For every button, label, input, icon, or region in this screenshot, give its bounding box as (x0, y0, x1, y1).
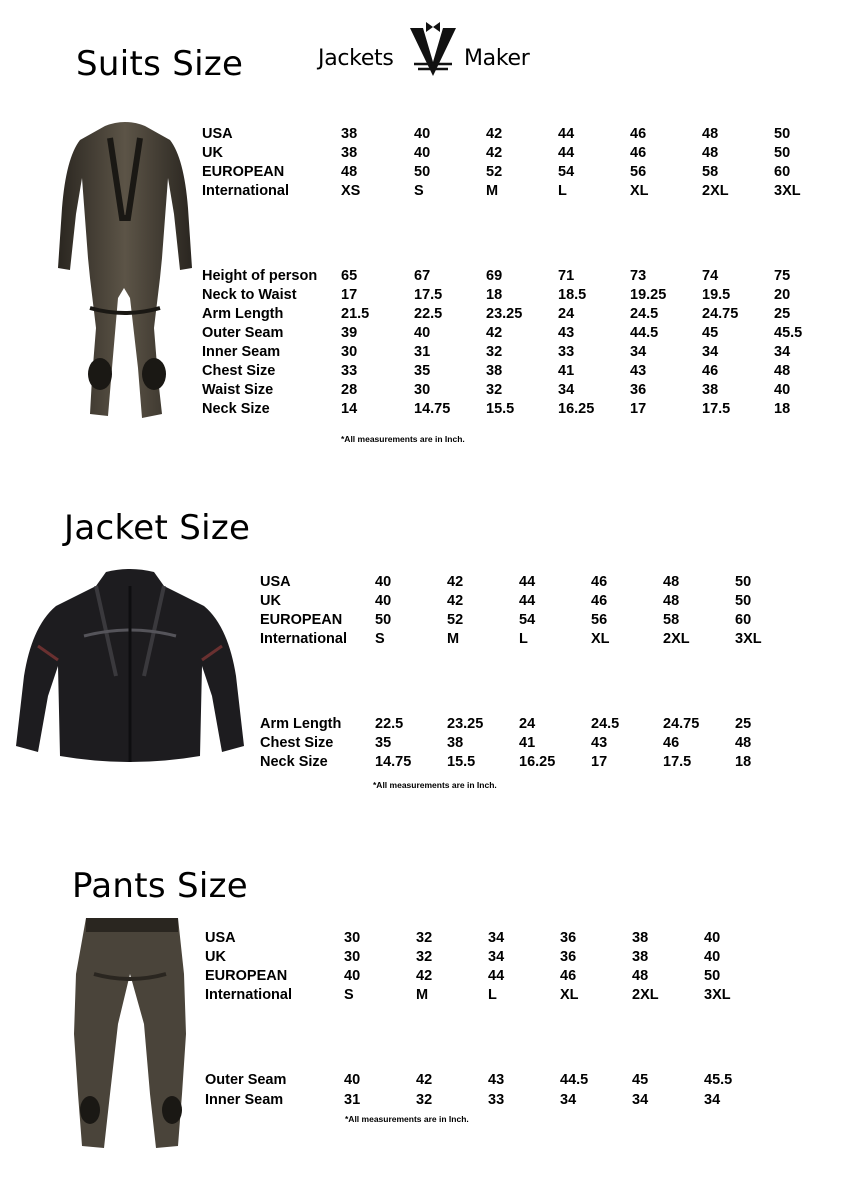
row-label: UK (202, 145, 223, 161)
cell: 2XL (663, 631, 690, 647)
cell: 60 (735, 612, 752, 628)
cell: 58 (663, 612, 680, 628)
cell: 44 (488, 968, 505, 984)
row-label: Waist Size (202, 382, 274, 398)
cell: 46 (591, 593, 608, 609)
cell: 14.75 (375, 754, 412, 770)
pants-size-table (205, 930, 765, 1120)
cell: 36 (630, 382, 647, 398)
cell: 48 (663, 574, 680, 590)
cell: 54 (519, 612, 536, 628)
tuxedo-logo-icon (396, 20, 470, 82)
cell: 56 (630, 164, 647, 180)
cell: 32 (416, 1092, 433, 1108)
cell: 48 (774, 363, 791, 379)
cell: 43 (630, 363, 647, 379)
jacket-title: Jacket Size (64, 508, 251, 548)
row-label: Outer Seam (202, 325, 284, 341)
cell: 17 (630, 401, 647, 417)
cell: 18 (735, 754, 752, 770)
cell: 31 (414, 344, 431, 360)
row-label: EUROPEAN (202, 164, 285, 180)
cell: 33 (341, 363, 358, 379)
cell: 41 (519, 735, 536, 751)
cell: 32 (416, 930, 433, 946)
row-label: USA (260, 574, 291, 590)
cell: M (416, 987, 429, 1003)
row-label: International (260, 631, 348, 647)
cell: 39 (341, 325, 358, 341)
cell: 50 (375, 612, 392, 628)
cell: 35 (414, 363, 431, 379)
cell: 28 (341, 382, 358, 398)
cell: 36 (560, 930, 577, 946)
cell: 34 (774, 344, 791, 360)
cell: 17 (341, 287, 358, 303)
cell: 14 (341, 401, 358, 417)
cell: 40 (375, 574, 392, 590)
cell: M (486, 183, 499, 199)
row-label: Arm Length (260, 716, 342, 732)
cell: 46 (702, 363, 719, 379)
cell: 34 (632, 1092, 649, 1108)
cell: 15.5 (447, 754, 476, 770)
cell: 48 (735, 735, 752, 751)
cell: 24.5 (630, 306, 659, 322)
cell: 46 (591, 574, 608, 590)
cell: 18 (486, 287, 503, 303)
cell: L (519, 631, 528, 647)
cell: 17.5 (414, 287, 443, 303)
cell: 14.75 (414, 401, 451, 417)
cell: 24 (558, 306, 575, 322)
cell: 38 (447, 735, 464, 751)
cell: 36 (560, 949, 577, 965)
cell: 18.5 (558, 287, 587, 303)
cell: 38 (341, 145, 358, 161)
cell: L (558, 183, 567, 199)
cell: 3XL (704, 987, 731, 1003)
jacket-size-table (260, 574, 830, 774)
suits-title: Suits Size (76, 44, 244, 84)
suits-size-table (202, 126, 842, 426)
cell: 46 (560, 968, 577, 984)
cell: 46 (630, 145, 647, 161)
cell: 75 (774, 268, 791, 284)
row-label: Height of person (202, 268, 318, 284)
cell: 40 (414, 126, 431, 142)
cell: 22.5 (375, 716, 404, 732)
cell: 40 (774, 382, 791, 398)
cell: 38 (702, 382, 719, 398)
brand-logo (316, 20, 546, 82)
cell: S (414, 183, 424, 199)
row-label: Neck to Waist (202, 287, 297, 303)
jacket-image (14, 566, 246, 772)
cell: 44 (558, 145, 575, 161)
cell: 31 (344, 1092, 361, 1108)
cell: 43 (591, 735, 608, 751)
cell: 22.5 (414, 306, 443, 322)
cell: 23.25 (486, 306, 523, 322)
cell: 44 (519, 593, 536, 609)
cell: 44.5 (630, 325, 659, 341)
cell: 42 (486, 325, 503, 341)
cell: 34 (488, 930, 505, 946)
cell: 30 (414, 382, 431, 398)
row-label: Inner Seam (205, 1092, 284, 1108)
cell: 46 (663, 735, 680, 751)
cell: 25 (735, 716, 752, 732)
cell: 19.25 (630, 287, 667, 303)
cell: 24.75 (663, 716, 700, 732)
cell: 3XL (774, 183, 801, 199)
cell: 40 (704, 949, 721, 965)
cell: 38 (632, 949, 649, 965)
cell: 73 (630, 268, 647, 284)
cell: 52 (447, 612, 464, 628)
pants-measurement-note: *All measurements are in Inch. (345, 1114, 469, 1124)
cell: 3XL (735, 631, 762, 647)
cell: 45 (702, 325, 719, 341)
cell: 38 (486, 363, 503, 379)
cell: 32 (486, 382, 503, 398)
cell: 42 (447, 574, 464, 590)
cell: 2XL (702, 183, 729, 199)
cell: 34 (702, 344, 719, 360)
cell: 69 (486, 268, 503, 284)
cell: 21.5 (341, 306, 370, 322)
cell: 43 (558, 325, 575, 341)
cell: 67 (414, 268, 431, 284)
cell: 40 (344, 1072, 361, 1088)
row-label: UK (260, 593, 281, 609)
cell: S (375, 631, 385, 647)
cell: 38 (632, 930, 649, 946)
row-label: Neck Size (202, 401, 270, 417)
cell: XS (341, 183, 361, 199)
row-label: UK (205, 949, 226, 965)
row-label: International (205, 987, 293, 1003)
cell: 42 (416, 1072, 433, 1088)
row-label: EUROPEAN (205, 968, 288, 984)
cell: 71 (558, 268, 575, 284)
cell: L (488, 987, 497, 1003)
cell: 17.5 (702, 401, 731, 417)
cell: 65 (341, 268, 358, 284)
cell: 30 (344, 949, 361, 965)
cell: 16.25 (558, 401, 595, 417)
cell: 24.75 (702, 306, 739, 322)
cell: 23.25 (447, 716, 484, 732)
cell: 48 (632, 968, 649, 984)
cell: 56 (591, 612, 608, 628)
cell: 34 (630, 344, 647, 360)
cell: 25 (774, 306, 791, 322)
cell: 24 (519, 716, 536, 732)
cell: 32 (486, 344, 503, 360)
cell: 52 (486, 164, 503, 180)
row-label: Arm Length (202, 306, 284, 322)
row-label: EUROPEAN (260, 612, 343, 628)
cell: 44.5 (560, 1072, 589, 1088)
cell: 50 (414, 164, 431, 180)
cell: 58 (702, 164, 719, 180)
cell: 45.5 (774, 325, 803, 341)
row-label: Outer Seam (205, 1072, 287, 1088)
cell: 24.5 (591, 716, 620, 732)
row-label: Inner Seam (202, 344, 281, 360)
cell: 48 (341, 164, 358, 180)
pants-title: Pants Size (72, 866, 249, 906)
cell: 48 (702, 145, 719, 161)
cell: 44 (558, 126, 575, 142)
cell: 48 (702, 126, 719, 142)
cell: 43 (488, 1072, 505, 1088)
suits-measurement-note: *All measurements are in Inch. (341, 434, 465, 444)
cell: 40 (704, 930, 721, 946)
cell: M (447, 631, 460, 647)
row-label: USA (205, 930, 236, 946)
jacket-measurement-note: *All measurements are in Inch. (373, 780, 497, 790)
cell: 30 (341, 344, 358, 360)
cell: 40 (375, 593, 392, 609)
row-label: USA (202, 126, 233, 142)
cell: 15.5 (486, 401, 515, 417)
brand-right-word: Maker (464, 46, 530, 71)
racing-suit-image (50, 118, 200, 426)
cell: 46 (630, 126, 647, 142)
cell: 20 (774, 287, 791, 303)
cell: 35 (375, 735, 392, 751)
cell: 16.25 (519, 754, 556, 770)
cell: 40 (414, 145, 431, 161)
cell: 34 (704, 1092, 721, 1108)
cell: 19.5 (702, 287, 731, 303)
cell: 44 (519, 574, 536, 590)
pants-image (64, 914, 196, 1154)
cell: 45.5 (704, 1072, 733, 1088)
cell: 40 (414, 325, 431, 341)
cell: 34 (488, 949, 505, 965)
cell: 50 (774, 145, 791, 161)
cell: 42 (486, 145, 503, 161)
cell: 42 (416, 968, 433, 984)
cell: XL (591, 631, 610, 647)
cell: 30 (344, 930, 361, 946)
cell: 33 (558, 344, 575, 360)
cell: 74 (702, 268, 719, 284)
cell: 17 (591, 754, 608, 770)
cell: 33 (488, 1092, 505, 1108)
cell: 42 (486, 126, 503, 142)
cell: XL (560, 987, 579, 1003)
cell: 34 (560, 1092, 577, 1108)
cell: 38 (341, 126, 358, 142)
cell: 50 (735, 593, 752, 609)
cell: 17.5 (663, 754, 692, 770)
row-label: Chest Size (202, 363, 276, 379)
cell: 50 (704, 968, 721, 984)
cell: 60 (774, 164, 791, 180)
row-label: Chest Size (260, 735, 334, 751)
cell: XL (630, 183, 649, 199)
cell: 40 (344, 968, 361, 984)
row-label: International (202, 183, 290, 199)
cell: 54 (558, 164, 575, 180)
cell: 41 (558, 363, 575, 379)
cell: S (344, 987, 354, 1003)
cell: 50 (735, 574, 752, 590)
cell: 18 (774, 401, 791, 417)
cell: 42 (447, 593, 464, 609)
brand-left-word: Jackets (318, 46, 394, 71)
cell: 34 (558, 382, 575, 398)
cell: 32 (416, 949, 433, 965)
cell: 45 (632, 1072, 649, 1088)
cell: 48 (663, 593, 680, 609)
row-label: Neck Size (260, 754, 328, 770)
cell: 50 (774, 126, 791, 142)
cell: 2XL (632, 987, 659, 1003)
